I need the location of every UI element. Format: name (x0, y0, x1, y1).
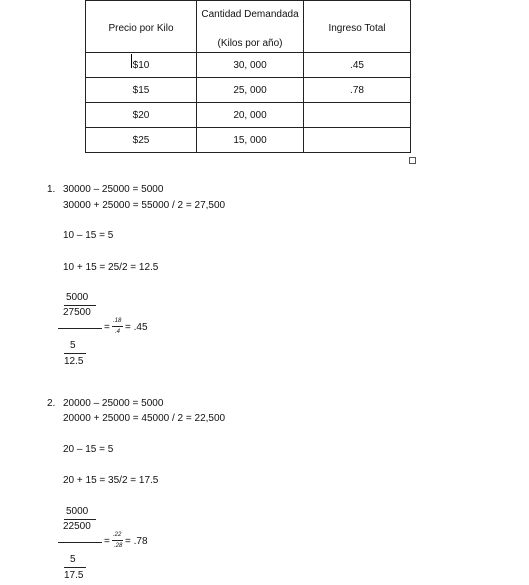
cell-income[interactable] (304, 103, 411, 128)
fraction-denominator: 27500 (63, 307, 91, 318)
calc-line: 20 – 15 = 5 (63, 444, 114, 455)
small-fraction-bar (112, 540, 123, 541)
cell-quantity[interactable]: 30, 000 (197, 53, 304, 78)
fraction-bar (64, 305, 96, 306)
result-value: = .78 (125, 536, 148, 547)
cell-price[interactable]: $20 (86, 103, 197, 128)
fraction-denominator: 22500 (63, 521, 91, 532)
fraction-numerator: 5 (70, 554, 76, 565)
cell-income[interactable]: .45 (304, 53, 411, 78)
table-row[interactable] (86, 78, 411, 103)
fraction-numerator: 5 (70, 340, 76, 351)
equals-sign: = (104, 536, 110, 547)
fraction-bar (64, 567, 86, 568)
calc-line: 30000 + 25000 = 55000 / 2 = 27,500 (63, 200, 226, 211)
header-quantity: Cantidad Demandada (Kilos por año) (197, 1, 304, 53)
small-fraction-bar (112, 326, 123, 327)
cell-income[interactable] (304, 128, 411, 153)
header-price: Precio por Kilo (86, 1, 197, 53)
calc-line: 10 + 15 = 25/2 = 12.5 (63, 262, 159, 273)
calc-line: 20 + 15 = 35/2 = 17.5 (63, 475, 159, 486)
calc-line: 20000 + 25000 = 45000 / 2 = 22,500 (63, 413, 226, 424)
main-fraction-bar (58, 542, 102, 543)
equals-sign: = (104, 322, 110, 333)
cell-quantity[interactable]: 15, 000 (197, 128, 304, 153)
cell-price[interactable]: $10 (86, 53, 197, 78)
list-number-1: 1. (47, 184, 56, 195)
small-denominator: .4 (115, 329, 121, 335)
calc-line: 10 – 15 = 5 (63, 230, 114, 241)
fraction-numerator: 5000 (66, 506, 89, 517)
text-cursor (131, 54, 132, 68)
fraction-bar (64, 353, 86, 354)
table-row[interactable] (86, 103, 411, 128)
cell-price[interactable]: $25 (86, 128, 197, 153)
cell-quantity[interactable]: 20, 000 (197, 103, 304, 128)
table-row[interactable] (86, 53, 411, 78)
small-numerator: .22 (113, 532, 122, 538)
calc-line: 20000 – 25000 = 5000 (63, 398, 164, 409)
cell-income[interactable]: .78 (304, 78, 411, 103)
fraction-numerator: 5000 (66, 292, 89, 303)
main-fraction-bar (58, 328, 102, 329)
list-number-2: 2. (47, 398, 56, 409)
header-income: Ingreso Total (304, 1, 411, 53)
fraction-denominator: 12.5 (64, 356, 84, 367)
cell-quantity[interactable]: 25, 000 (197, 78, 304, 103)
fraction-bar (64, 519, 96, 520)
header-quantity-units: (Kilos por año) (217, 37, 283, 49)
small-denominator: .28 (114, 543, 123, 549)
small-numerator: .18 (113, 318, 122, 324)
table-row[interactable] (86, 128, 411, 153)
demand-table (85, 0, 411, 153)
table-header-row (86, 1, 411, 53)
fraction-denominator: 17.5 (64, 570, 84, 581)
calc-line: 30000 – 25000 = 5000 (63, 184, 164, 195)
cell-price[interactable]: $15 (86, 78, 197, 103)
table-resize-handle[interactable] (409, 157, 416, 164)
result-value: = .45 (125, 322, 148, 333)
